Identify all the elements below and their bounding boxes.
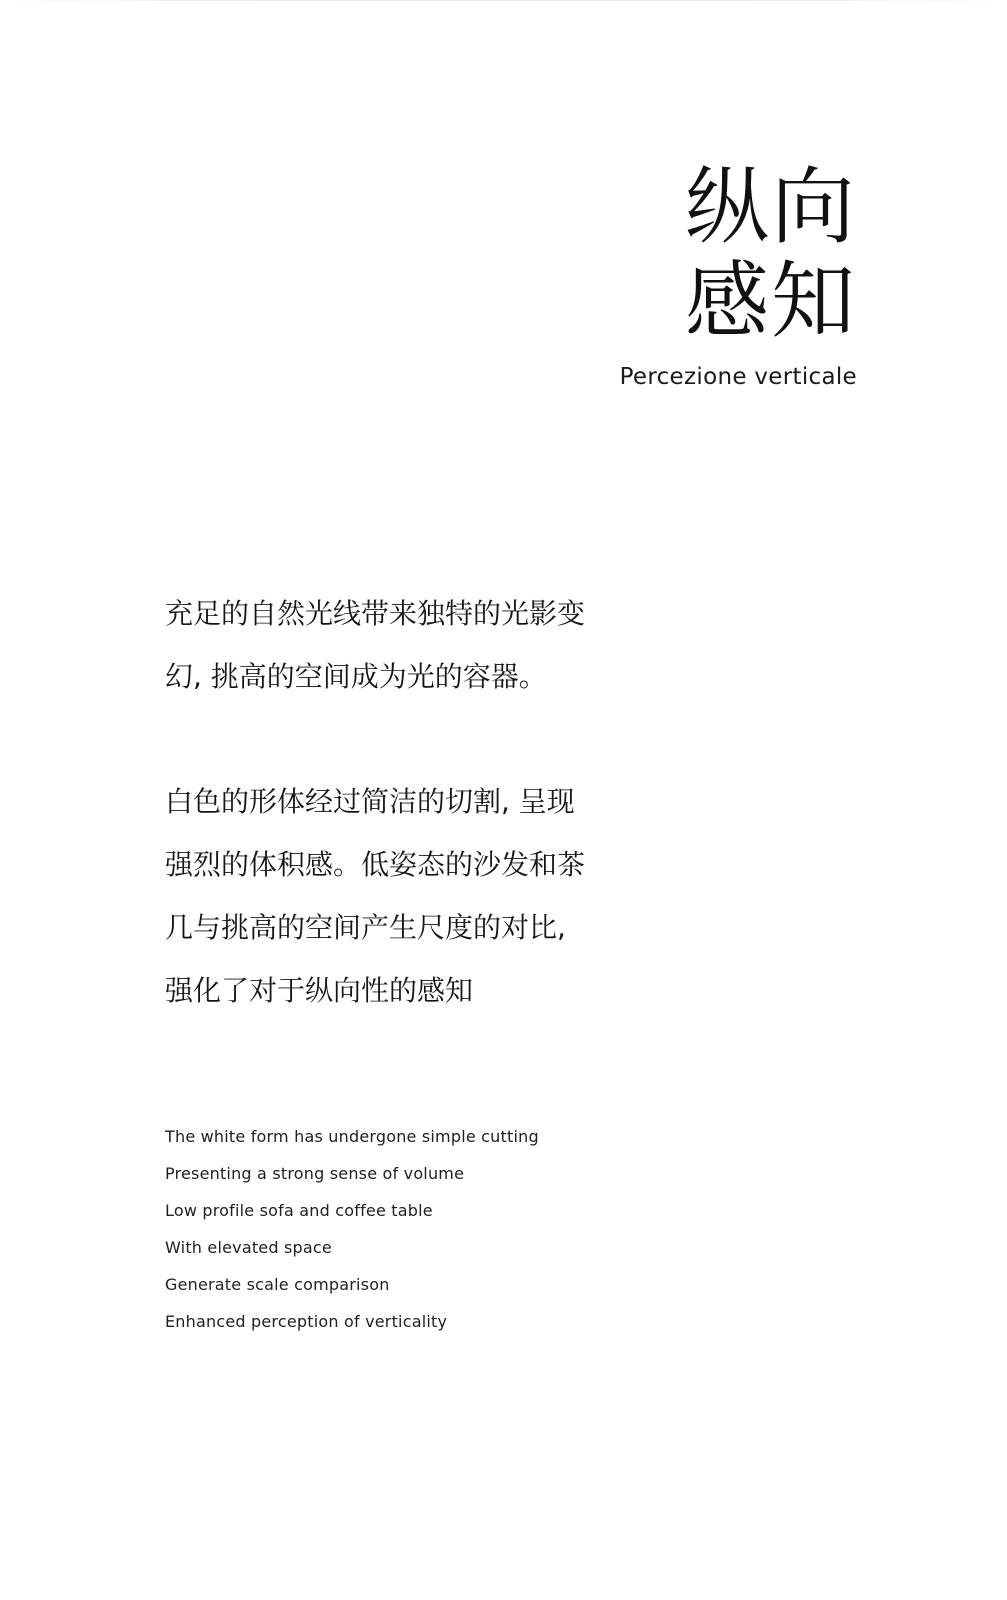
chinese-paragraph-1 (165, 582, 625, 708)
paragraph-line: 充足的自然光线带来独特的光影变 (165, 597, 586, 630)
english-line: Generate scale comparison (165, 1275, 390, 1294)
paragraph-line: 白色的形体经过简洁的切割, 呈现 (165, 785, 575, 818)
english-line: Low profile sofa and coffee table (165, 1201, 433, 1220)
english-line: Presenting a strong sense of volume (165, 1164, 465, 1183)
top-divider (0, 0, 1007, 1)
paragraph-line: 强烈的体积感。低姿态的沙发和茶 (165, 848, 586, 881)
english-text-list (165, 1118, 539, 1340)
title-line-1: 纵向 (684, 158, 857, 256)
paragraph-line: 幻, 挑高的空间成为光的容器。 (165, 660, 547, 693)
paragraph-line: 强化了对于纵向性的感知 (165, 974, 474, 1007)
english-line: With elevated space (165, 1238, 332, 1257)
english-line: Enhanced perception of verticality (165, 1312, 448, 1331)
subtitle: Percezione verticale (619, 364, 857, 390)
chinese-paragraph-2 (165, 770, 625, 1022)
title-block (620, 160, 857, 392)
paragraph-line: 几与挑高的空间产生尺度的对比, (165, 911, 566, 944)
english-line: The white form has undergone simple cutting (165, 1127, 539, 1146)
title-line-2: 感知 (684, 252, 857, 350)
